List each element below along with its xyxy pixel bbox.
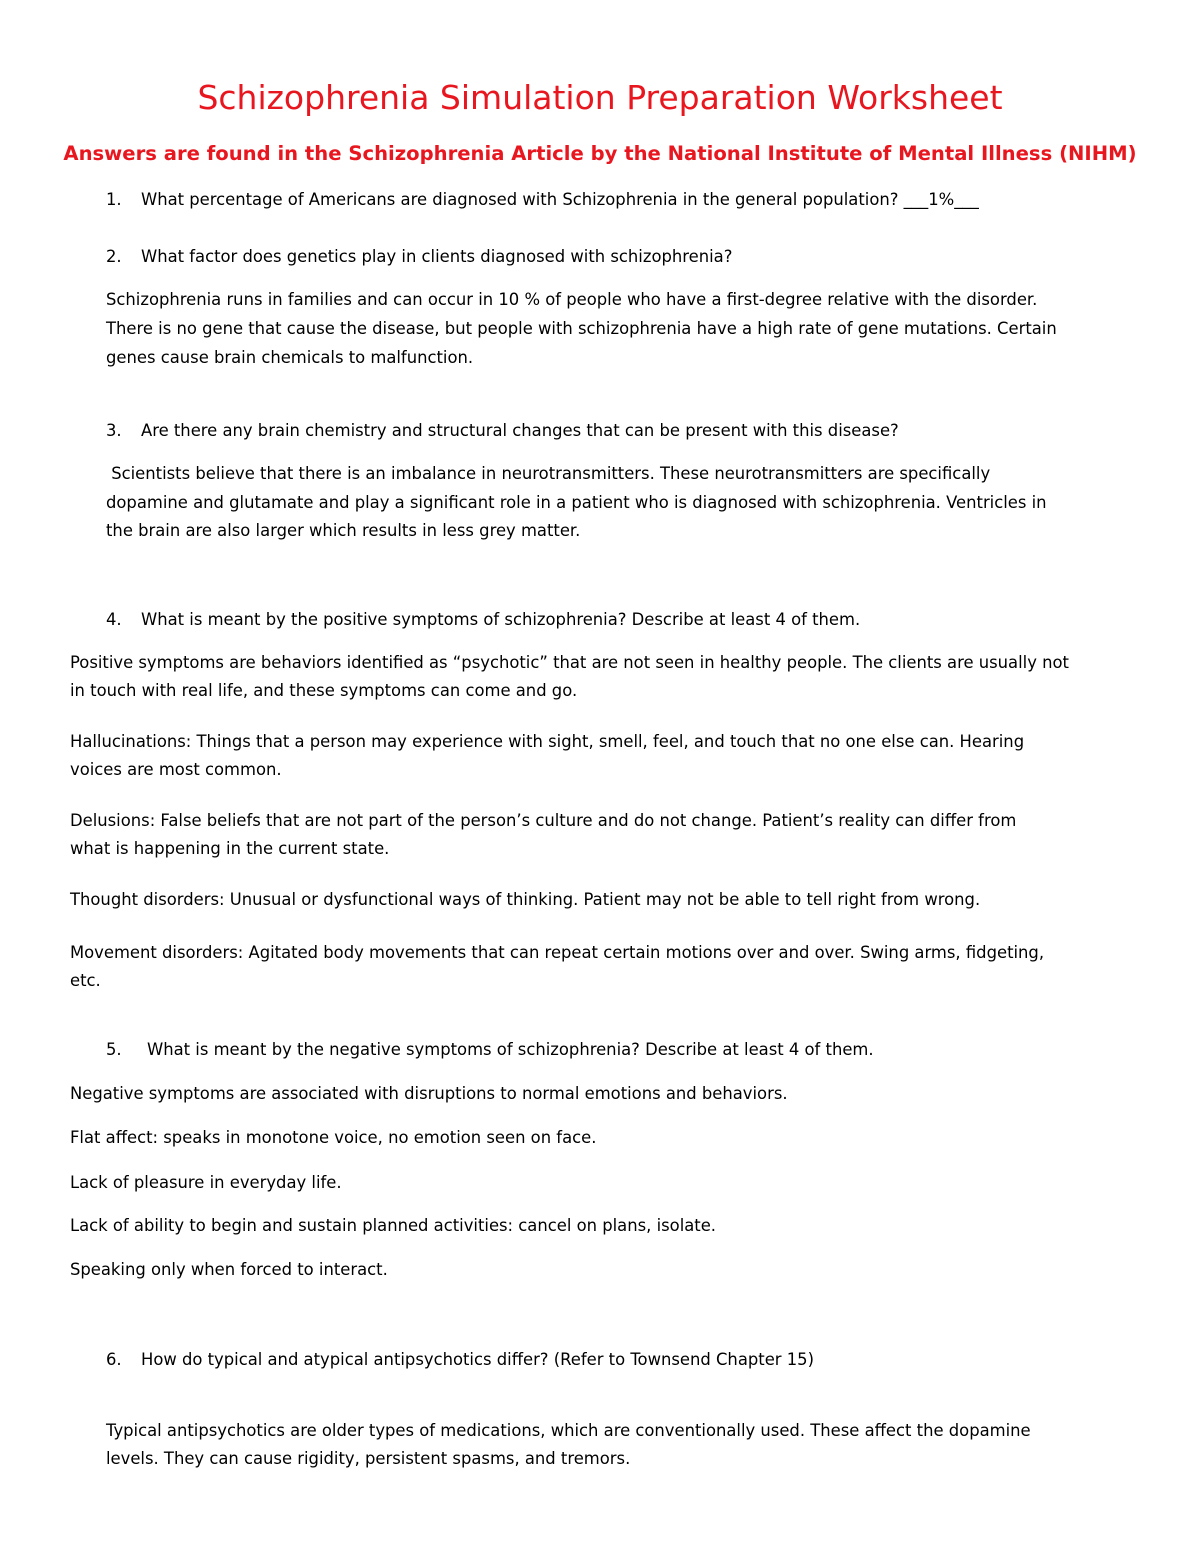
q4-movement-line: etc. [70, 971, 101, 990]
q6-text: How do typical and atypical antipsychotics differ? (Refer to Townsend Chapter 15) [141, 1350, 814, 1369]
q4-number: 4. [106, 610, 122, 629]
q2-answer-line: genes cause brain chemicals to malfunction. [106, 348, 474, 367]
q4-thought-disorders: Thought disorders: Unusual or dysfunctional ways of thinking. Patient may not be able to tell right from wrong. [70, 890, 981, 909]
q6-number: 6. [106, 1350, 122, 1369]
q4-intro-line: in touch with real life, and these symptoms can come and go. [70, 681, 578, 700]
q3-answer-line: dopamine and glutamate and play a significant role in a patient who is diagnosed with schizophrenia. Ventricles in [106, 493, 1047, 512]
q1-text: What percentage of Americans are diagnosed with Schizophrenia in the general population? ___1%___ [141, 190, 979, 209]
page-subtitle: Answers are found in the Schizophrenia Article by the National Institute of Mental Illness (NIHM) [63, 142, 1137, 165]
q3-number: 3. [106, 421, 122, 440]
q4-intro-line: Positive symptoms are behaviors identified as “psychotic” that are not seen in healthy people. The clients are usually not [70, 653, 1069, 672]
q3-answer-line: the brain are also larger which results in less grey matter. [106, 521, 581, 540]
q6-answer-line: Typical antipsychotics are older types of medications, which are conventionally used. These affect the dopamine [106, 1421, 1031, 1440]
q5-answer-line: Flat affect: speaks in monotone voice, no emotion seen on face. [70, 1128, 597, 1147]
q1-number: 1. [106, 190, 122, 209]
q2-answer-line: There is no gene that cause the disease, but people with schizophrenia have a high rate of gene mutations. Certain [106, 319, 1057, 338]
q4-hallucinations-line: voices are most common. [70, 760, 282, 779]
page-title: Schizophrenia Simulation Preparation Worksheet [197, 78, 1003, 117]
q2-answer-line: Schizophrenia runs in families and can occur in 10 % of people who have a first-degree relative with the disorder. [106, 290, 1038, 309]
q5-answer-line: Speaking only when forced to interact. [70, 1260, 388, 1279]
q2-number: 2. [106, 247, 122, 266]
q4-movement-line: Movement disorders: Agitated body movements that can repeat certain motions over and over. Swing arms, fidgeting, [70, 943, 1045, 962]
q5-answer-line: Negative symptoms are associated with disruptions to normal emotions and behaviors. [70, 1084, 788, 1103]
q4-text: What is meant by the positive symptoms of schizophrenia? Describe at least 4 of them. [141, 610, 861, 629]
q5-text: What is meant by the negative symptoms of schizophrenia? Describe at least 4 of them. [147, 1040, 874, 1059]
q3-text: Are there any brain chemistry and structural changes that can be present with this disease? [141, 421, 899, 440]
q5-answer-line: Lack of pleasure in everyday life. [70, 1173, 342, 1192]
q4-delusions-line: what is happening in the current state. [70, 839, 390, 858]
q2-text: What factor does genetics play in clients diagnosed with schizophrenia? [141, 247, 733, 266]
q4-delusions-line: Delusions: False beliefs that are not part of the person’s culture and do not change. Patient’s reality can differ from [70, 811, 1017, 830]
q5-number: 5. [106, 1040, 122, 1059]
q4-hallucinations-line: Hallucinations: Things that a person may experience with sight, smell, feel, and touch that no one else can. Hearing [70, 732, 1025, 751]
q5-answer-line: Lack of ability to begin and sustain planned activities: cancel on plans, isolate. [70, 1216, 717, 1235]
q3-answer-line: Scientists believe that there is an imbalance in neurotransmitters. These neurotransmitters are specifically [106, 464, 991, 483]
q6-answer-line: levels. They can cause rigidity, persistent spasms, and tremors. [106, 1449, 631, 1468]
